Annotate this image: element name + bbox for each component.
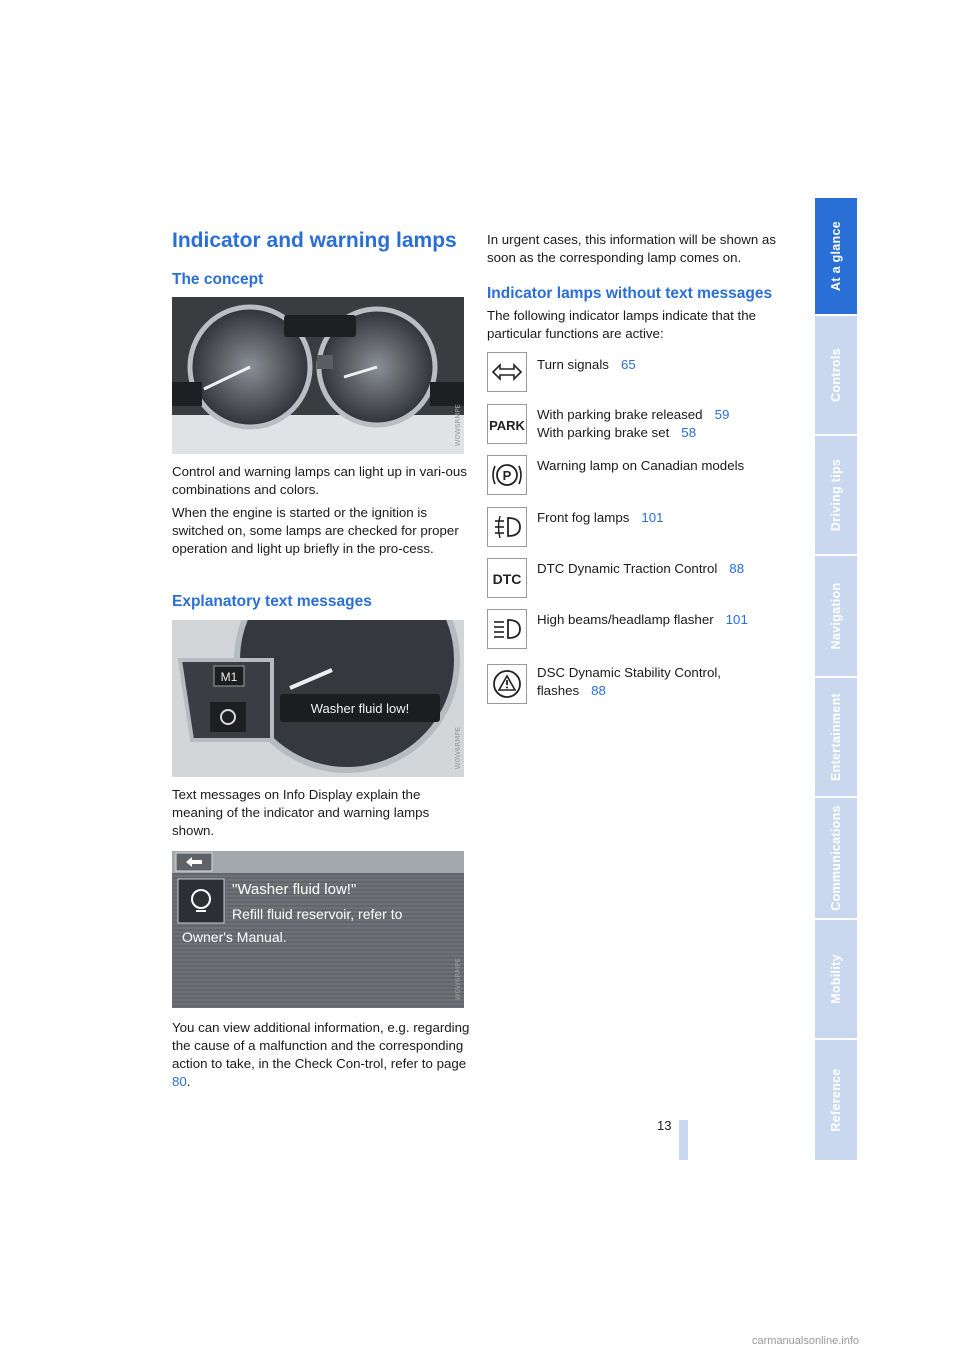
indicator-canadian-warning: P Warning lamp on Canadian models xyxy=(487,455,787,499)
page-number: 13 xyxy=(657,1118,672,1133)
page-number-bar xyxy=(679,1120,688,1160)
indicator-high-beams: High beams/headlamp flasher 101 xyxy=(487,609,787,653)
page-title: Indicator and warning lamps xyxy=(172,229,457,252)
tab-entertainment[interactable]: Entertainment xyxy=(815,678,857,796)
tab-reference[interactable]: Reference xyxy=(815,1040,857,1160)
screen-message-title: "Washer fluid low!" xyxy=(232,881,357,898)
tab-driving-tips[interactable]: Driving tips xyxy=(815,436,857,554)
tab-communications[interactable]: Communications xyxy=(815,798,857,918)
washer-fluid-message: Washer fluid low! xyxy=(310,701,410,716)
urgent-paragraph: In urgent cases, this information will be shown as soon as the corresponding lamp comes on. xyxy=(487,232,776,265)
svg-text:P: P xyxy=(502,468,512,483)
tab-at-a-glance[interactable]: At a glance xyxy=(815,198,857,314)
figure-code: W0W6RMPE xyxy=(454,403,462,446)
figure-code: W0W6RMPE xyxy=(454,726,462,769)
screen-message-line3: Owner's Manual. xyxy=(182,929,287,945)
concept-heading: The concept xyxy=(172,271,264,288)
indicator-turn-signals: Turn signals 65 xyxy=(487,352,787,396)
explanatory-heading: Explanatory text messages xyxy=(172,593,372,610)
footer-watermark: carmanualsonline.info xyxy=(752,1335,860,1347)
page-link-88[interactable]: 88 xyxy=(591,683,606,698)
indicator-parking-brake: PARK With parking brake released 59 With parking brake set 58 xyxy=(487,404,787,448)
control-display-screen xyxy=(172,851,464,1008)
dsc-icon xyxy=(487,664,527,704)
page-link-80[interactable]: 80 xyxy=(172,1074,187,1089)
svg-text:DTC: DTC xyxy=(492,571,522,587)
info-display-image xyxy=(172,620,464,777)
gear-indicator: M1 xyxy=(220,670,238,684)
concept-paragraph-2: When the engine is started or the ignition is switched on, some lamps are checked for proper operation and light up briefly in the pro-cess. xyxy=(172,505,459,556)
concept-paragraph-1: Control and warning lamps can light up in vari-ous combinations and colors. xyxy=(172,464,467,497)
without-text-intro: The following indicator lamps indicate that the particular functions are active: xyxy=(487,308,757,341)
explanatory-paragraph-1: Text messages on Info Display explain the meaning of the indicator and warning lamps shown. xyxy=(172,787,430,838)
high-beams-icon xyxy=(487,609,527,649)
screen-message-line2: Refill fluid reservoir, refer to xyxy=(232,906,403,922)
figure-code: W0W6RMPE xyxy=(454,957,462,1000)
instrument-cluster-image xyxy=(172,297,464,454)
dtc-icon xyxy=(487,558,527,598)
tab-navigation[interactable]: Navigation xyxy=(815,556,857,676)
page-link-58[interactable]: 58 xyxy=(681,425,697,440)
tab-mobility[interactable]: Mobility xyxy=(815,920,857,1038)
indicator-front-fog-lamps: Front fog lamps 101 xyxy=(487,507,787,551)
tab-controls[interactable]: Controls xyxy=(815,316,857,434)
park-icon xyxy=(487,404,527,444)
page-link-59[interactable]: 59 xyxy=(714,407,730,422)
page-link-101[interactable]: 101 xyxy=(725,612,748,627)
indicator-dtc: DTC DTC Dynamic Traction Control 88 xyxy=(487,558,787,602)
page-link-65[interactable]: 65 xyxy=(620,357,636,372)
front-fog-lamps-icon xyxy=(487,507,527,547)
without-text-heading: Indicator lamps without text messages xyxy=(487,285,773,302)
page-link-88[interactable]: 88 xyxy=(729,561,745,576)
indicator-dsc: DSC Dynamic Stability Control, flashes 88 xyxy=(487,662,787,706)
canadian-parking-icon xyxy=(487,455,527,495)
svg-text:PARK: PARK xyxy=(489,418,525,433)
explanatory-paragraph-2: You can view additional information, e.g. regarding the cause of a malfunction and the corresponding action to take, in the Check Con-trol, refer to page 80. xyxy=(172,1020,470,1089)
page-link-101[interactable]: 101 xyxy=(641,510,664,525)
turn-signals-icon xyxy=(487,352,527,392)
